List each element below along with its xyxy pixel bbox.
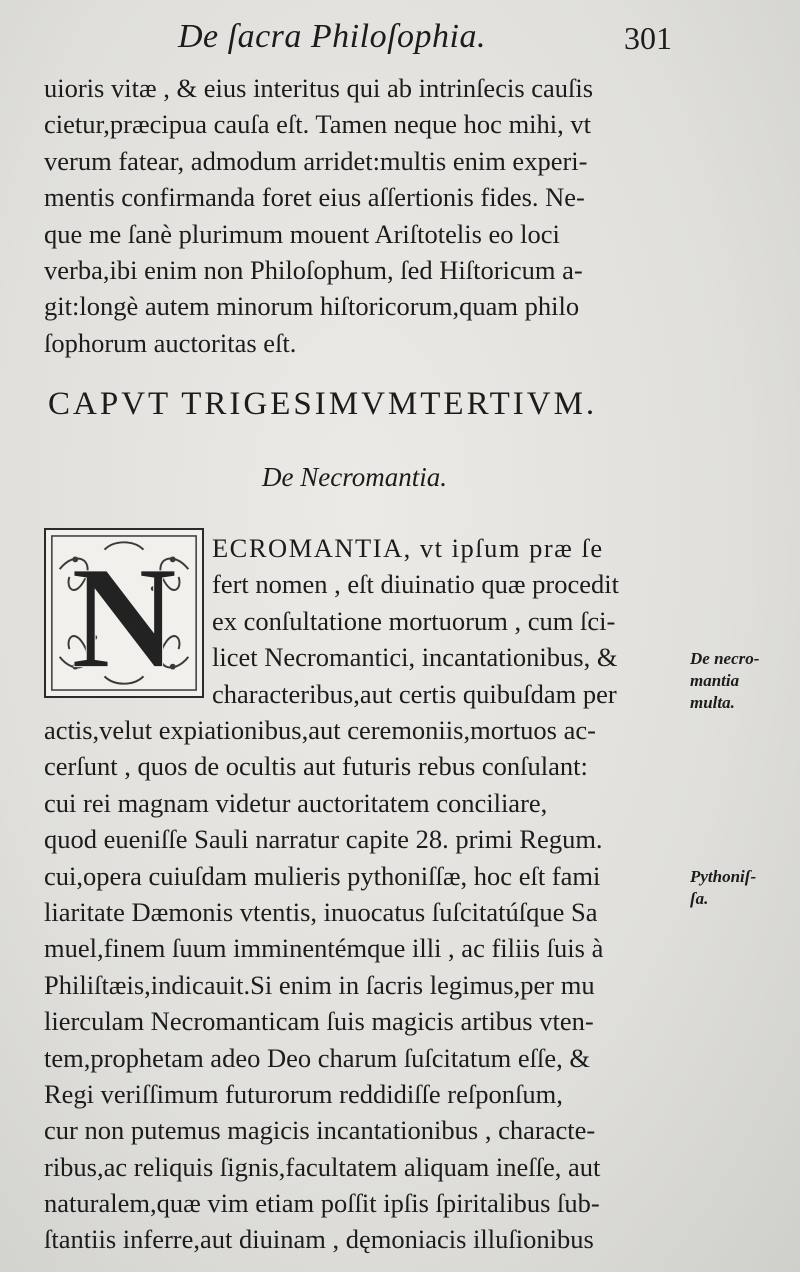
margin-note-line: mantia — [690, 671, 740, 690]
text-line: ſophorum auctoritas eſt. — [44, 327, 297, 358]
margin-note-necromantia — [690, 648, 794, 714]
margin-note-line: multa. — [690, 693, 735, 712]
text-line: tem,prophetam adeo Deo charum ſuſcitatum eſſe, & — [44, 1042, 591, 1073]
drop-cap-initial — [44, 528, 204, 698]
text-line: cur non putemus magicis incantationibus , characte- — [44, 1115, 596, 1146]
text-line: actis,velut expiationibus,aut ceremoniis,mortuos ac- — [44, 715, 596, 745]
text-line: ſtantiis inferre,aut diuinam , dęmoniacis illuſionibus — [44, 1224, 594, 1255]
margin-note-line: ſa. — [690, 889, 709, 908]
text-line: cui,opera cuiuſdam mulieris pythoniſſæ, hoc eſt fami — [44, 860, 601, 891]
paragraph-main — [44, 712, 682, 1258]
svg-text:N: N — [71, 536, 177, 696]
paragraph-indented — [212, 530, 688, 712]
text-line: cui rei magnam videtur auctoritatem conciliare, — [44, 787, 548, 818]
text-line: ex conſultatione mortuorum , cum ſci- — [212, 605, 616, 636]
text-line: cerſunt , quos de ocultis aut futuris rebus conſulant: — [44, 751, 588, 782]
text-line: cietur,præcipua cauſa eſt. Tamen neque hoc mihi, vt — [44, 109, 592, 140]
text-line: ribus,ac reliquis ſignis,facultatem aliquam ineſſe, aut — [44, 1151, 601, 1182]
margin-note-line: Pythoniſ- — [690, 867, 757, 886]
ornamental-initial-icon — [46, 530, 202, 696]
chapter-subtitle: De Necromantia. — [262, 462, 447, 492]
text-line: mentis confirmanda foret eius aſſertionis fides. Ne- — [44, 182, 585, 213]
page-number: 301 — [624, 20, 672, 56]
text-line: Regi veriſſimum futurorum reddidiſſe reſponſum, — [44, 1078, 563, 1109]
text-line: uioris vitæ , & eius interitus qui ab intrinſecis cauſis — [44, 73, 594, 103]
text-line: quod eueniſſe Sauli narratur capite 28. primi Regum. — [44, 824, 603, 855]
page-header — [0, 14, 800, 62]
margin-note-line: De necro- — [690, 649, 760, 668]
margin-note-pythonissa — [690, 866, 794, 910]
text-line: que me ſanè plurimum mouent Ariſtotelis eo loci — [44, 218, 560, 249]
text-line: naturalem,quæ vim etiam poſſit ipſis ſpiritalibus ſub- — [44, 1188, 600, 1219]
text-line: muel,finem ſuum imminentémque illi , ac filiis ſuis à — [44, 933, 604, 964]
text-line: lierculam Necromanticam ſuis magicis artibus vten- — [44, 1006, 594, 1037]
text-line: licet Necromantici, incantationibus, & — [212, 642, 618, 673]
text-line: git:longè autem minorum hiſtoricorum,quam philo — [44, 291, 580, 322]
text-line: fert nomen , eſt diuinatio quæ procedit — [212, 569, 619, 600]
running-title: De ſacra Philoſophia. — [178, 18, 486, 55]
text-line: verum fatear, admodum arridet:multis enim experi- — [44, 145, 588, 176]
chapter-heading: CAPVT TRIGESIMVMTERTIVM. — [48, 386, 598, 422]
text-line: liaritate Dæmonis vtentis, inuocatus ſuſcitatúſque Sa — [44, 896, 598, 927]
paragraph-top — [44, 70, 682, 361]
text-line: ECROMANTIA, vt ipſum præ ſe — [212, 533, 604, 563]
text-line: verba,ibi enim non Philoſophum, ſed Hiſtoricum a- — [44, 254, 583, 285]
text-line: Philiſtæis,indicauit.Si enim in ſacris legimus,per mu — [44, 969, 595, 1000]
text-line: characteribus,aut certis quibuſdam per — [212, 678, 617, 709]
